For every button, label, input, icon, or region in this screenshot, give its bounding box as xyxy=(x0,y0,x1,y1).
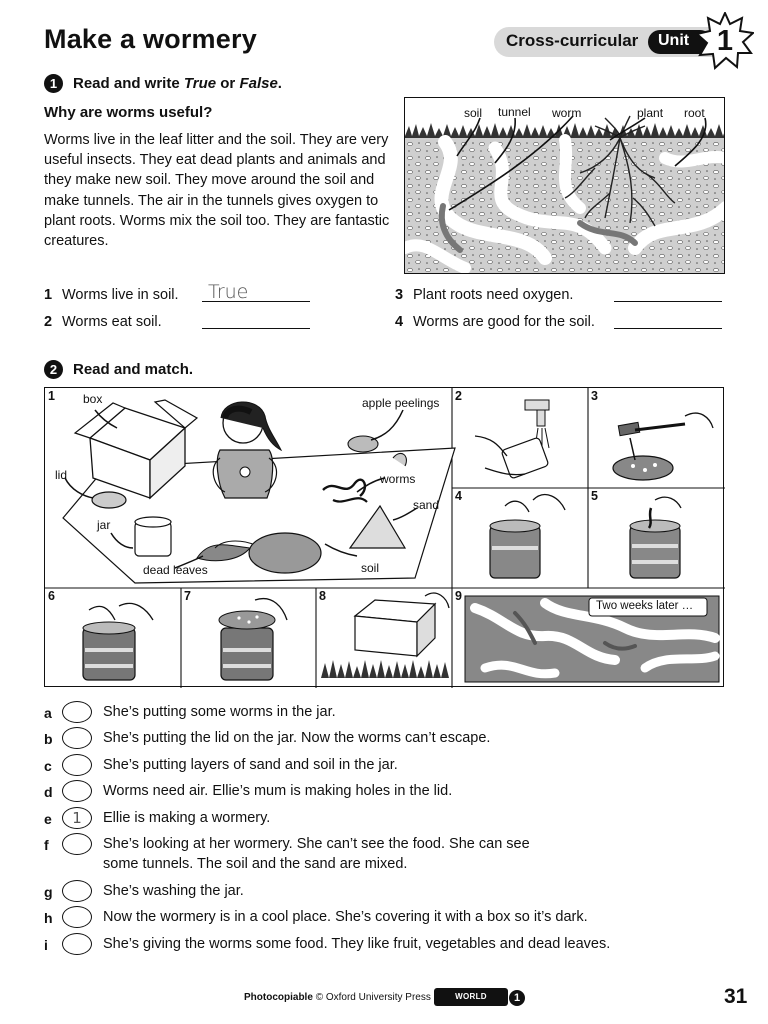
sentence-letter-c: c xyxy=(44,758,52,774)
reading-heading: Why are worms useful? xyxy=(44,104,213,121)
panel-5-illustration xyxy=(630,497,681,578)
sentence-letter-f: f xyxy=(44,837,49,853)
reading-paragraph: Worms live in the leaf litter and the soil. They are very useful insects. They eat dead plants and animals and they make new soil. They move around the soil and make tunnels. The air in the tunnels gives oxygen to plant roots. Worms mix the soil too. They are fantastic creatures. xyxy=(44,132,390,250)
sentence-e: Ellie is making a wormery. xyxy=(103,810,271,826)
sentence-letter-b: b xyxy=(44,731,53,747)
label-box: box xyxy=(83,392,103,406)
answer-oval-f[interactable] xyxy=(62,833,92,855)
panel-3-illustration xyxy=(613,413,713,480)
sentence-letter-g: g xyxy=(44,884,53,900)
label-soil: soil xyxy=(464,106,483,120)
panel-8-number: 8 xyxy=(319,589,326,603)
label-apple-peelings: apple peelings xyxy=(362,396,440,410)
answer-oval-g[interactable] xyxy=(62,880,92,902)
picture-grid-lines xyxy=(45,388,725,688)
label-worm: worm xyxy=(552,106,582,120)
sentence-h: Now the wormery is in a cool place. She’s covering it with a box so it’s dark. xyxy=(103,909,588,925)
sentence-letter-d: d xyxy=(44,784,53,800)
question-4: 4 Worms are good for the soil. xyxy=(395,314,595,330)
label-plant: plant xyxy=(637,106,664,120)
label-jar: jar xyxy=(97,518,111,532)
panel-1-number: 1 xyxy=(48,389,55,403)
label-tunnel: tunnel xyxy=(498,105,531,119)
panel-6-illustration xyxy=(83,603,153,680)
answer-oval-c[interactable] xyxy=(62,754,92,776)
cross-curricular-label: Cross-curricular xyxy=(506,31,639,50)
picture-grid xyxy=(44,387,724,687)
panel-2-illustration xyxy=(475,400,549,479)
sentence-letter-a: a xyxy=(44,705,52,721)
panel-3-number: 3 xyxy=(591,389,598,403)
panel-4-illustration xyxy=(490,495,565,578)
world-explorers-logo: WORLD EXPLORERS xyxy=(434,988,508,1006)
panel-6-number: 6 xyxy=(48,589,55,603)
panel-9-number: 9 xyxy=(455,589,462,603)
unit-label: Unit xyxy=(648,30,712,54)
question-1: 1 Worms live in soil. xyxy=(44,287,179,303)
question-3: 3 Plant roots need oxygen. xyxy=(395,287,574,303)
soil-cross-section-image xyxy=(405,98,725,274)
sentence-b: She’s putting the lid on the jar. Now the worms can’t escape. xyxy=(103,730,491,746)
sentence-letter-h: h xyxy=(44,910,53,926)
answer-line-3[interactable] xyxy=(614,301,722,302)
panel-4-number: 4 xyxy=(455,489,462,503)
panel-5-number: 5 xyxy=(591,489,598,503)
sentence-c: She’s putting layers of sand and soil in the jar. xyxy=(103,757,398,773)
sentence-i: She’s giving the worms some food. They like fruit, vegetables and dead leaves. xyxy=(103,936,611,952)
sentence-letter-e: e xyxy=(44,811,52,827)
label-root: root xyxy=(684,106,705,120)
answer-oval-i[interactable] xyxy=(62,933,92,955)
answer-1-text: True xyxy=(208,281,249,303)
label-soil-panel: soil xyxy=(361,561,380,575)
sentence-f-line-1: She’s looking at her wormery. She can’t see the food. She can see xyxy=(103,836,530,852)
question-2: 2 Worms eat soil. xyxy=(44,314,162,330)
footer-copyright: Photocopiable © Oxford University Press xyxy=(244,992,431,1003)
label-worms: worms xyxy=(380,472,416,486)
answer-oval-b[interactable] xyxy=(62,727,92,749)
soil-illustration xyxy=(404,97,725,274)
sentence-f-line-2: some tunnels. The soil and the sand are mixed. xyxy=(103,856,408,872)
sentence-g: She’s washing the jar. xyxy=(103,883,244,899)
panel-8-illustration xyxy=(321,593,449,678)
panel-9-caption: Two weeks later … xyxy=(596,600,694,612)
unit-number: 1 xyxy=(716,25,734,57)
label-lid: lid xyxy=(55,468,68,482)
label-sand: sand xyxy=(413,498,440,512)
answer-oval-a[interactable] xyxy=(62,701,92,723)
sentence-a: She’s putting some worms in the jar. xyxy=(103,704,336,720)
answer-line-4[interactable] xyxy=(614,328,722,329)
panel-7-illustration xyxy=(219,599,287,680)
page-title: Make a wormery xyxy=(44,24,257,54)
world-explorers-logo-number: 1 xyxy=(509,990,525,1006)
panel-7-number: 7 xyxy=(184,589,191,603)
sentence-letter-i: i xyxy=(44,937,48,953)
panel-1-illustration xyxy=(63,400,455,583)
answer-oval-e[interactable]: 1 xyxy=(62,807,92,829)
panel-2-number: 2 xyxy=(455,389,462,403)
page-number: 31 xyxy=(724,985,748,1008)
section-1-number: 1 xyxy=(44,74,63,93)
section-2-instruction: Read and match. xyxy=(73,361,194,378)
sentence-f xyxy=(103,834,530,874)
label-dead-leaves: dead leaves xyxy=(143,563,208,577)
answer-line-2[interactable] xyxy=(202,328,310,329)
section-1-instruction: Read and write True or False. xyxy=(73,75,282,92)
answer-oval-d[interactable] xyxy=(62,780,92,802)
section-2-number: 2 xyxy=(44,360,63,379)
sentence-d: Worms need air. Ellie’s mum is making holes in the lid. xyxy=(103,783,453,799)
answer-oval-h[interactable] xyxy=(62,906,92,928)
